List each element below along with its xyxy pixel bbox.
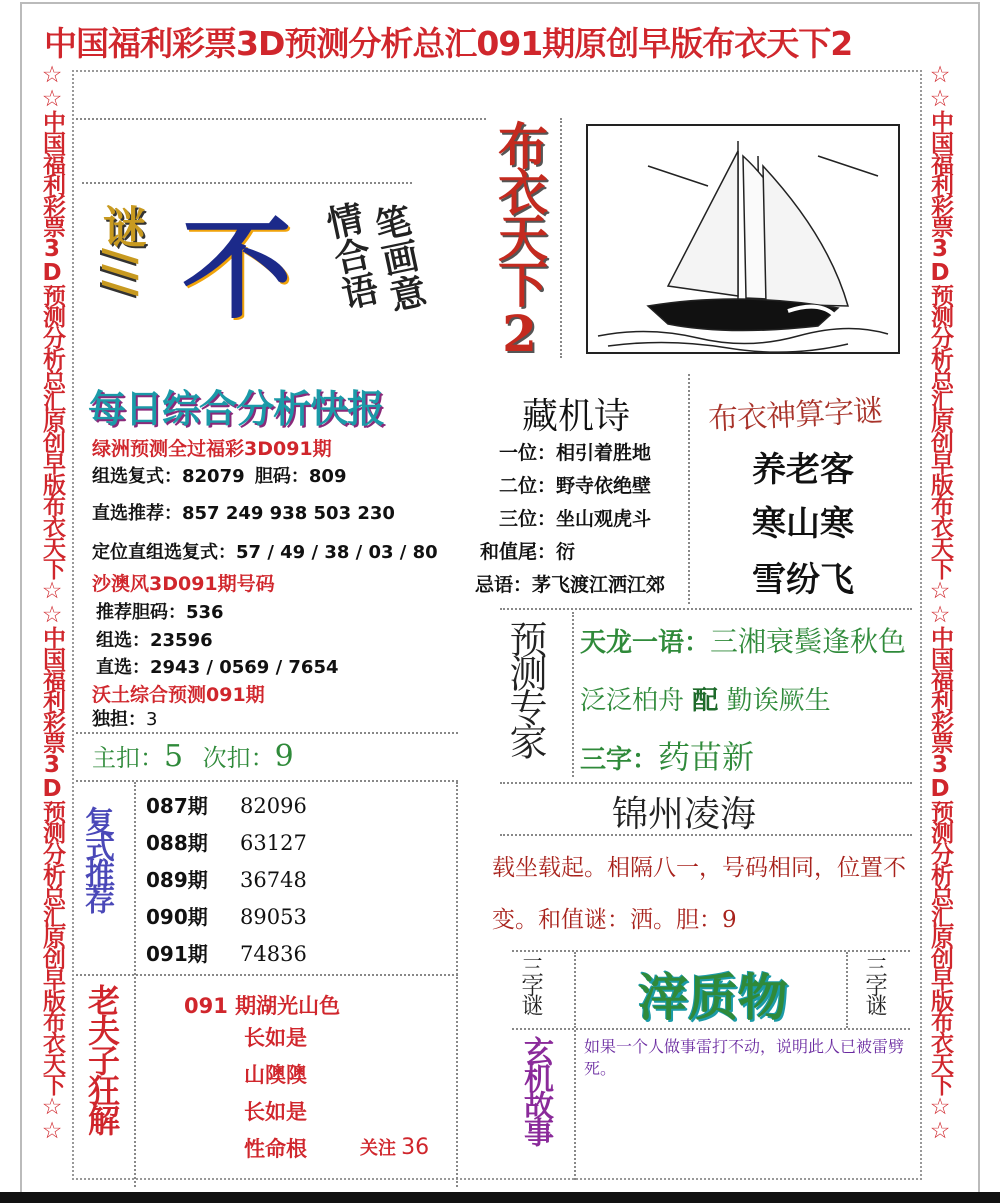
old-master-title: 091 期湖光山色 <box>184 994 341 1018</box>
lvzhou-direct-row <box>92 499 395 525</box>
old-master-line: 长如是 <box>244 1100 307 1124</box>
lvzhou-group-label: 组选复式： <box>92 466 182 487</box>
compound-number: 36748 <box>240 868 307 892</box>
ship-illustration <box>586 124 900 354</box>
expert-line2 <box>580 680 831 717</box>
divider <box>500 782 912 784</box>
lvzhou-position-row <box>92 538 438 564</box>
poem-label: 忌语： <box>474 574 532 596</box>
wotu-solo-row <box>92 705 157 731</box>
poem-label: 二位： <box>498 475 556 497</box>
wotu-header: 沃土综合预测091期 <box>92 684 265 706</box>
three-char-text: 药苗新 <box>658 738 755 776</box>
poem-text: 野寺依绝壁 <box>556 475 652 497</box>
divider <box>512 1028 910 1030</box>
old-master-line: 性命根 <box>244 1137 307 1161</box>
lvzhou-group-row <box>92 462 346 488</box>
compound-period: 087期 <box>146 794 208 818</box>
shaao-dan-value: 536 <box>186 602 224 623</box>
old-master-vertical-label: 老夫子狂解 <box>83 984 121 1134</box>
right-border-text: ☆☆中国福利彩票3D预测分析总汇原创早版布衣天下☆☆中国福利彩票3D预测分析总汇原创早版布衣天下☆☆ <box>927 62 953 1142</box>
three-riddle-label-right: 三字谜 <box>862 956 887 1013</box>
riddle-art <box>82 182 429 374</box>
divider <box>76 118 486 120</box>
jinzhou-text: 载坐载起。相隔八一，号码相同，位置不变。和值谜：洒。胆：9 <box>492 855 906 933</box>
riddle-left-text: 谜/// <box>95 204 146 297</box>
sub-pick-value: 9 <box>274 739 294 774</box>
brand-vertical: 布衣天下2 <box>490 120 549 359</box>
divider <box>76 974 458 976</box>
poem-text: 衍 <box>556 541 576 563</box>
lvzhou-position-label: 定位直组选复式： <box>92 542 236 563</box>
old-master-line: 长如是 <box>244 1026 307 1050</box>
shaao-group-value: 23596 <box>150 630 213 651</box>
divider <box>500 608 912 610</box>
riddle-right-col2: 笔画意 <box>366 200 429 316</box>
riddle-box-line: 雪纷飞 <box>752 560 854 600</box>
poem-text: 相引着胜地 <box>556 442 652 464</box>
divider <box>574 952 576 1028</box>
three-char-row <box>580 732 754 778</box>
poem-text: 坐山观虎斗 <box>556 508 652 530</box>
divider <box>846 952 848 1028</box>
divider <box>574 1030 576 1180</box>
mystery-text: 如果一个人做事雷打不动，说明此人已被雷劈死。 <box>584 1037 905 1078</box>
compound-row <box>146 901 446 938</box>
shaao-dan-label: 推荐胆码： <box>96 602 186 623</box>
divider <box>500 834 912 836</box>
hidden-poem-list <box>472 438 692 603</box>
shaao-direct-label: 直选： <box>96 657 150 678</box>
sub-pick-label: 次扣： <box>202 744 275 772</box>
expert-line2-b: 勤诶厥生 <box>726 686 831 716</box>
compound-row <box>146 790 446 827</box>
shaao-header: 沙澳风3D091期号码 <box>92 573 275 595</box>
main-pick-row <box>92 738 294 774</box>
shaao-group-row <box>96 626 213 652</box>
mystery-vertical-label: 玄机故事 <box>518 1036 553 1144</box>
poem-row <box>472 570 692 603</box>
tianlong-row <box>580 620 906 660</box>
compound-number: 63127 <box>240 831 307 855</box>
expert-line2-a: 泛泛柏舟 <box>580 686 685 716</box>
lvzhou-dan-label: 胆码： <box>254 466 309 487</box>
riddle-box-title: 布衣神算字谜 <box>707 393 883 438</box>
poem-row <box>472 504 692 537</box>
follow-value: 36 <box>401 1135 430 1160</box>
main-pick-label: 主扣： <box>92 744 164 772</box>
expert-line2-badge: 配 <box>692 686 719 716</box>
poem-label: 和值尾： <box>479 541 556 563</box>
page-title: 中国福利彩票3D预测分析总汇091期原创早版布衣天下2 <box>44 24 853 63</box>
riddle-right-col1: 情合语 <box>318 198 381 314</box>
lvzhou-header: 绿洲预测全过福彩3D091期 <box>92 438 332 460</box>
follow-label: 关注 <box>360 1138 396 1159</box>
follow-row <box>360 1134 429 1160</box>
compound-row <box>146 938 446 975</box>
expert-vertical-label: 预测专家 <box>503 620 547 756</box>
lvzhou-direct-label: 直选推荐： <box>92 503 182 524</box>
shaao-group-label: 组选： <box>96 630 150 651</box>
riddle-box-line: 养老客 <box>752 450 854 490</box>
divider <box>560 118 562 358</box>
main-pick-value: 5 <box>164 739 184 774</box>
wotu-solo-value: 3 <box>146 709 158 730</box>
compound-number: 89053 <box>240 905 307 929</box>
three-riddle-word: 滓质物 <box>638 969 788 1027</box>
old-master-line: 山隩隩 <box>244 1063 307 1087</box>
three-riddle-label-left: 三字谜 <box>518 956 543 1013</box>
compound-number: 74836 <box>240 942 307 966</box>
compound-number: 82096 <box>240 794 307 818</box>
riddle-box-line: 寒山寒 <box>752 504 854 544</box>
poem-label: 一位： <box>498 442 556 464</box>
poem-row <box>472 438 692 471</box>
hidden-poem-title: 藏机诗 <box>522 396 631 437</box>
poem-text: 茅飞渡江洒江郊 <box>532 574 666 596</box>
shaao-dan-row <box>96 598 224 624</box>
poem-row <box>472 471 692 504</box>
shaao-direct-row <box>96 653 339 679</box>
shaao-direct-value: 2943 / 0569 / 7654 <box>150 657 339 678</box>
lvzhou-dan-value: 809 <box>308 466 347 487</box>
divider <box>512 950 910 952</box>
divider <box>572 612 574 777</box>
bottom-bar <box>0 1192 1000 1203</box>
riddle-big-char: 不 <box>182 205 292 334</box>
divider <box>76 732 458 734</box>
tianlong-label: 天龙一语： <box>580 628 711 658</box>
compound-list <box>146 790 446 975</box>
lvzhou-position-value: 57 / 49 / 38 / 03 / 80 <box>236 542 438 563</box>
lvzhou-group-value: 82079 <box>182 466 245 487</box>
compound-period: 090期 <box>146 905 208 929</box>
poem-row <box>472 537 692 570</box>
compound-row <box>146 864 446 901</box>
compound-vertical-label: 复式推荐 <box>79 806 114 910</box>
jinzhou-title: 锦州凌海 <box>612 794 757 835</box>
three-char-label: 三字： <box>580 745 659 775</box>
divider <box>456 782 458 1187</box>
divider <box>134 782 136 1187</box>
compound-period: 089期 <box>146 868 208 892</box>
compound-period: 088期 <box>146 831 208 855</box>
compound-row <box>146 827 446 864</box>
tianlong-text: 三湘衰鬓逢秋色 <box>710 625 907 658</box>
poem-label: 三位： <box>498 508 556 530</box>
compound-period: 091期 <box>146 942 208 966</box>
wotu-solo-label: 独担： <box>92 709 146 730</box>
daily-title: 每日综合分析快报 <box>88 387 385 431</box>
left-border-text: ☆☆中国福利彩票3D预测分析总汇原创早版布衣天下☆☆中国福利彩票3D预测分析总汇原创早版布衣天下☆☆ <box>39 62 65 1142</box>
lvzhou-direct-value: 857 249 938 503 230 <box>182 503 395 524</box>
